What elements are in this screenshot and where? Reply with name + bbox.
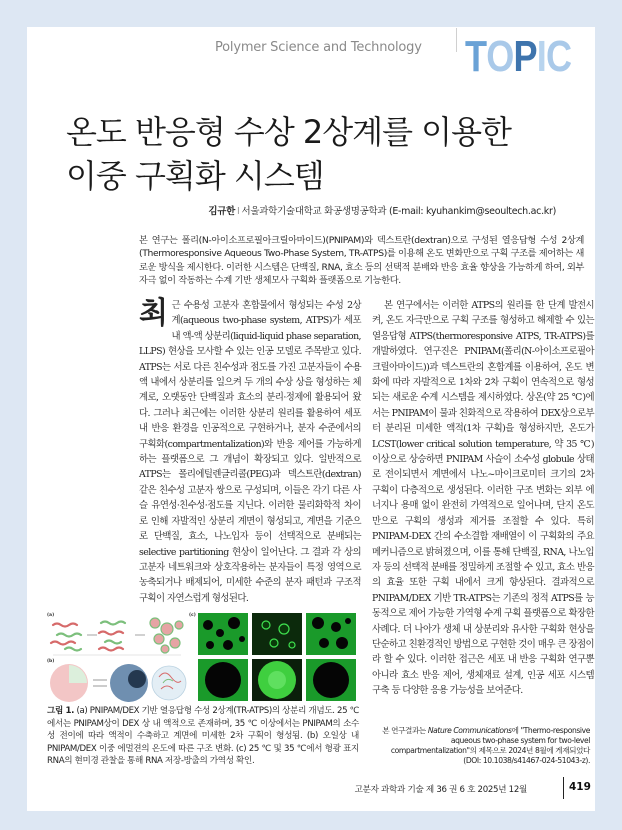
micrograph-25c-droplets-return xyxy=(306,613,356,655)
micrograph-35c-rna xyxy=(252,659,302,701)
panel-label-b: (b) xyxy=(47,659,55,664)
panel-label-a: (a) xyxy=(47,613,55,618)
figure-panel-a xyxy=(47,613,187,657)
droplets xyxy=(150,618,183,653)
emulsion-schematic xyxy=(47,659,187,703)
caption-text: (a) PNIPAM/DEX 기반 열응답형 수성 2상계(TR-ATPS)의 상분리 개념도. 25 ℃에서는 PNIPAM상이 DEX 상 내 액적으로 존재하며, 35 ℃ 이상에서는 PNIPAM의 소수성 전이에 따라 액적이 수축하고 계면에 미세한 2차 구획이 형성됨. (b) 오일상 내 PNIPAM/DEX 이중 에멀젼의 온도에 따른 구조 변화. (c) 25 ℃ 및 35 ℃에서 형광 표지 RNA의 현미경 관찰을 통해 RNA 저장-방출의 가역성 확인. xyxy=(47,706,359,767)
emulsion-cutaway xyxy=(69,665,87,683)
title-line-1: 온도 반응형 수상 2상계를 이용한 xyxy=(66,113,511,151)
topic-letter: P xyxy=(513,32,537,81)
note-journal: Nature Communications xyxy=(427,726,512,735)
footer-issue: 고분자 과학과 기술 제 36 권 6 호 2025년 12월 xyxy=(354,785,527,795)
figure-panel-c xyxy=(189,613,357,703)
title-line-2: 이중 구획화 시스템 xyxy=(66,157,324,195)
body-column-1 xyxy=(139,298,361,606)
drop-cap: 최 xyxy=(139,296,168,331)
note-prefix: 본 연구결과는 xyxy=(382,726,428,735)
figure-caption xyxy=(47,705,359,768)
article-title xyxy=(66,110,546,198)
publication-note xyxy=(372,726,590,766)
body-text-1: 근 수용성 고분자 혼합물에서 형성되는 수성 2상계(aqueous two-phase system, ATPS)가 세포 내 액-액 상분리(liquid-liquid phase separation, LLPS) 현상을 모사할 수 있는 인공 모델로 주목받고 있다. ATPS는 서로 다른 친수성과 점도를 가진 고분자들이 수용액 내에서 상분리를 일으켜 두 개의 수상 상을 형성하는 체계로, 오랫동안 단백질과 효소의 분리·정제에 활용되어 왔다. 그러나 최근에는 이러한 상분리 원리를 활용하여 세포 내 반응 환경을 인공적으로 구현하거나, 분자 수준에서의 구획화(compartmentalization)와 반응 제어를 가능하게 하는 플랫폼으로 그 개념이 확장되고 있다. 일반적으로 ATPS는 폴리에틸렌글리콜(PEG)과 덱스트란(dextran) 같은 친수성 고분자 쌍으로 구성되며, 이들은 각기 다른 사슬 유연성·친수성·점도를 지닌다. 이러한 물리화학적 차이로 인해 자발적인 상분리 계면이 형성되고, 계면을 기준으로 단백질, 효소, 나노입자 등이 선택적으로 분배되는 selective partitioning 현상이 일어난다. 그 결과 각 상의 고분자 네트워크와 상호작용하는 분자들이 특정 영역으로 농축되거나 배제되어, 미세한 수준의 분자 패턴과 구조적 구획이 자연스럽게 형성된다. xyxy=(139,300,361,604)
polymer-chains-1 xyxy=(51,624,81,651)
author-separator: I xyxy=(236,206,240,217)
micrograph-25c-droplets xyxy=(198,613,248,655)
zoom-circle xyxy=(152,666,186,700)
header-divider xyxy=(456,28,457,52)
author-name: 김규한 xyxy=(208,206,235,217)
topic-letter: C xyxy=(545,32,572,81)
polymer-schematic xyxy=(47,613,187,657)
abstract: 본 연구는 폴리(N-아이소프로필아크릴아마이드)(PNIPAM)와 덱스트란(dextran)으로 구성된 열응답형 수성 2상계(Thermoresponsive Aqueous Two-Phase System, TR-ATPS)를 이용해 온도 변화만으로 구획 구조를 제어하는 새로운 방식을 제시한다. 이러한 시스템은 단백질, RNA, 효소 등의 선택적 분배와 반응 효율 향상을 가능하게 하여, 외부 자극 없이 작동하는 수계 기반 생체모사 구획화 플랫폼으로 기능한다. xyxy=(139,235,585,286)
topic-letter: O xyxy=(486,32,514,81)
topic-letter: I xyxy=(536,32,546,81)
note-suffix: 에 "Thermo-responsive aqueous two-phase system for two-level compartmentalization"의 제목으로 2024년 8월에 게재되었다 (DOI: 10.1038/s41467-024-51043-z). xyxy=(390,726,590,765)
figure-1 xyxy=(47,613,357,703)
page-number: 419 xyxy=(569,781,591,793)
footer-divider xyxy=(563,777,564,799)
author-line xyxy=(0,203,556,217)
body-column-2: 본 연구에서는 이러한 ATPS의 원리를 한 단계 발전시켜, 온도 자극만으로 구획 구조를 형성하고 해제할 수 있는 열응답형 ATPS(thermoresponsive ATPS, TR-ATPS)를 개발하였다. 연구진은 PNIPAM(폴리(N-아이소프로필아크릴아마이드))과 덱스트란의 혼합계를 이용하여, 온도 변화에 따라 자발적으로 1차와 2차 구획이 연속적으로 형성되는 새로운 수계 시스템을 제시하였다. 상온(약 25 ℃)에서는 PNIPAM이 물과 친화적으로 작용하여 DEX상으로부터 분리된 미세한 액적(1차 구획)을 형성하지만, 온도가 LCST(lower critical solution temperature, 약 35 ℃) 이상으로 상승하면 PNIPAM 사슬이 소수성 globule 상태로 전이되면서 계면에서 나노~마이크로미터 크기의 2차 구획이 다층적으로 생성된다. 이러한 구조 변화는 외부 에너지나 용매 없이 완전히 가역적으로 일어나며, 단지 온도만으로 구획의 생성과 제거를 조절할 수 있다. 특히 PNIPAM-DEX 간의 수소결합 재배열이 이 구획화의 주요 메커니즘으로 밝혀졌으며, 이를 통해 단백질, RNA, 나노입자 등의 선택적 분배를 정밀하게 조절할 수 있고, 효소 반응의 효율 또한 구획 내에서 크게 향상된다. 결과적으로 PNIPAM/DEX 기반 TR-ATPS는 기존의 정적 ATPS를 능동적으로 제어 가능한 가역형 수계 구획 플랫폼으로 확장한 사례다. 더 나아가 생체 내 상분리와 유사한 구획화 현상을 단순하고 친환경적인 방법으로 구현한 것이 매우 큰 장점이라 할 수 있다. 이러한 접근은 세포 내 반응 구획화 연구뿐 아니라 효소 반응 제어, 생체재료 설계, 인공 세포 시스템 구축 등 다양한 응용 가능성을 보여준다. xyxy=(372,300,594,697)
topic-logo xyxy=(465,32,572,81)
micrograph-25c-rna xyxy=(198,659,248,701)
caption-label: 그림 1. xyxy=(47,706,75,716)
series-title: Polymer Science and Technology xyxy=(215,40,422,55)
figure-panel-b xyxy=(47,659,187,703)
topic-letter: T xyxy=(465,32,487,81)
panel-label-c: (c) xyxy=(189,613,196,618)
author-affiliation: 서울과학기술대학교 화공생명공학과 (E-mail: kyuhankim@seoultech.ac.kr) xyxy=(241,206,556,217)
polymer-chains-2 xyxy=(99,622,125,651)
micrograph-35c-droplets xyxy=(252,613,302,655)
micrograph-25c-rna-return xyxy=(306,659,356,701)
